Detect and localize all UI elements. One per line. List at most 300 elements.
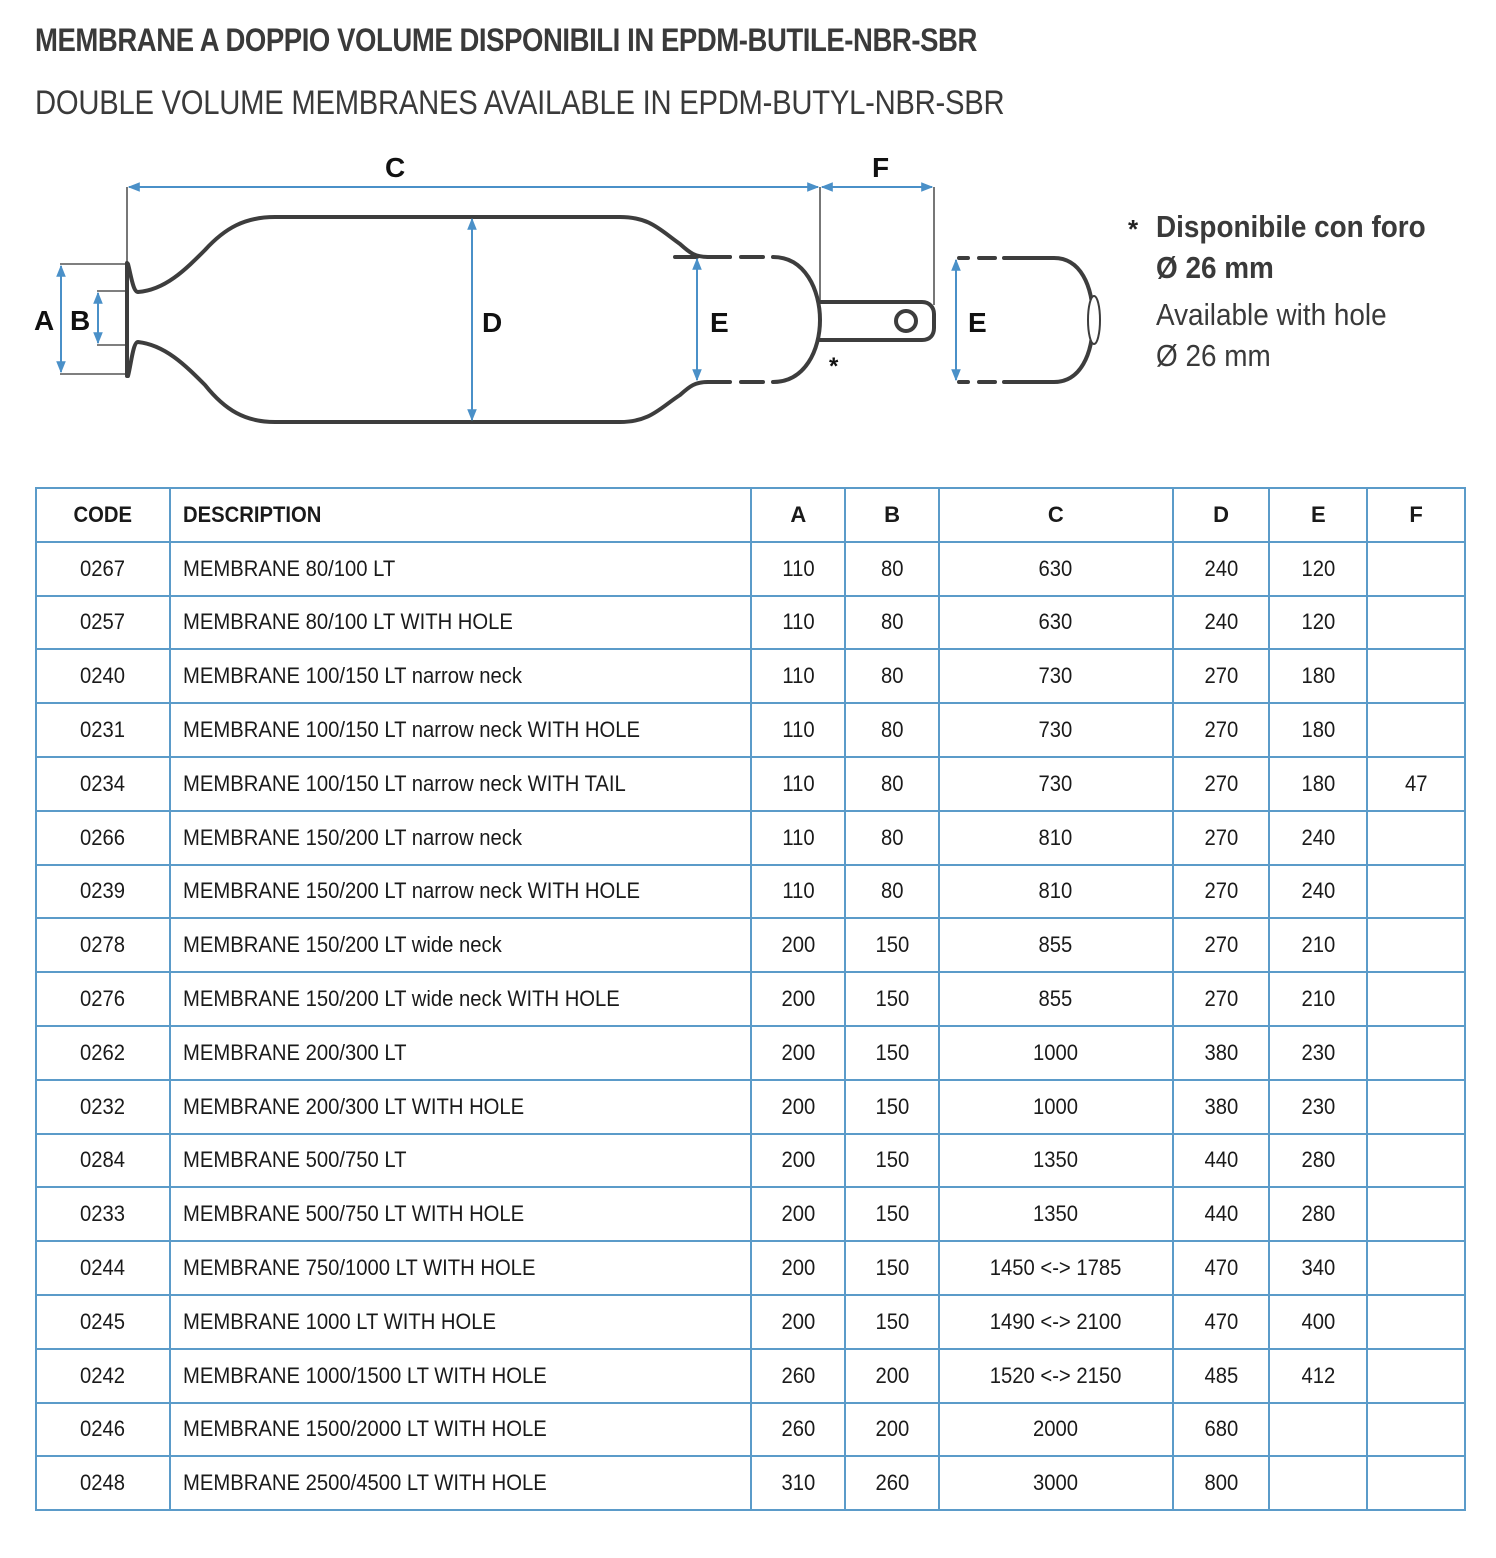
- cell-d-text: 270: [1204, 878, 1238, 904]
- header-code: CODE: [36, 488, 170, 542]
- cell-e: [1269, 542, 1367, 596]
- cell-e: [1269, 1026, 1367, 1080]
- cell-d-text: 440: [1204, 1147, 1238, 1173]
- table-row: [36, 865, 1465, 919]
- cell-d-text: 270: [1204, 824, 1238, 850]
- cell-code: [36, 1403, 170, 1457]
- dim-label-a: A: [34, 305, 55, 336]
- table-row: [36, 1241, 1465, 1295]
- cell-d-text: 380: [1204, 1039, 1238, 1065]
- cell-a-text: 110: [782, 824, 815, 850]
- dim-label-d: D: [482, 307, 503, 338]
- cell-description: [170, 1134, 752, 1188]
- cell-d: [1173, 649, 1270, 703]
- cell-e-text: 120: [1301, 609, 1336, 635]
- cell-description-text: MEMBRANE 100/150 LT narrow neck WITH HOLE: [182, 717, 640, 743]
- note-italian-line2: Ø 26 mm: [1156, 250, 1274, 285]
- cell-code: [36, 1349, 170, 1403]
- cell-e: [1269, 972, 1367, 1026]
- membrane-outline: [127, 217, 1093, 422]
- dim-label-f: F: [872, 152, 890, 183]
- cell-a-text: 200: [781, 986, 816, 1012]
- cell-e-text: 240: [1301, 824, 1336, 850]
- cell-description-text: MEMBRANE 500/750 LT WITH HOLE: [182, 1201, 524, 1227]
- cell-code: [36, 918, 170, 972]
- asterisk-marker: *: [829, 353, 839, 380]
- cell-b: [845, 649, 939, 703]
- table-row: [36, 811, 1465, 865]
- cell-e: [1269, 918, 1367, 972]
- cell-c-text: 855: [1038, 986, 1073, 1012]
- header-e: E: [1269, 488, 1367, 542]
- cell-c-text: 3000: [1033, 1470, 1079, 1496]
- cell-a-text: 110: [782, 555, 815, 581]
- cell-e-text: 280: [1301, 1147, 1336, 1173]
- cell-description-text: MEMBRANE 150/200 LT wide neck: [182, 932, 502, 958]
- cell-description-text: MEMBRANE 750/1000 LT WITH HOLE: [182, 1255, 536, 1281]
- cell-b: [845, 972, 939, 1026]
- cell-e-text: 120: [1301, 555, 1336, 581]
- cell-f: [1367, 1456, 1465, 1510]
- cell-e-text: 340: [1301, 1255, 1336, 1281]
- cell-description: [170, 811, 752, 865]
- cell-f: [1367, 1080, 1465, 1134]
- cell-b: [845, 1241, 939, 1295]
- cell-a-text: 200: [781, 1039, 816, 1065]
- title-italian: MEMBRANE A DOPPIO VOLUME DISPONIBILI IN EPDM-BUTILE-NBR-SBR: [35, 22, 977, 58]
- cell-e: [1269, 703, 1367, 757]
- cell-code: [36, 1080, 170, 1134]
- cell-a: [751, 1349, 845, 1403]
- cell-b-text: 80: [880, 878, 904, 904]
- cell-description: [170, 1349, 752, 1403]
- cell-code-text: 0239: [80, 878, 126, 904]
- cell-d-text: 270: [1204, 770, 1238, 796]
- cell-b-text: 80: [880, 663, 904, 689]
- cell-e-text: 412: [1301, 1362, 1336, 1388]
- cell-e-text: 230: [1301, 1093, 1336, 1119]
- cell-a: [751, 1187, 845, 1241]
- cell-d: [1173, 1403, 1270, 1457]
- cell-a: [751, 542, 845, 596]
- cell-c-text: 810: [1038, 824, 1073, 850]
- membrane-spec-table: [35, 487, 1466, 1511]
- cell-description-text: MEMBRANE 150/200 LT narrow neck WITH HOLE: [182, 878, 640, 904]
- cell-description-text: MEMBRANE 2500/4500 LT WITH HOLE: [182, 1470, 547, 1496]
- cell-d: [1173, 865, 1270, 919]
- cell-b-text: 80: [880, 555, 904, 581]
- cell-a-text: 110: [782, 770, 815, 796]
- cell-d: [1173, 1295, 1270, 1349]
- cell-d: [1173, 1134, 1270, 1188]
- cell-a: [751, 1134, 845, 1188]
- cell-a: [751, 596, 845, 650]
- cell-a: [751, 1241, 845, 1295]
- cell-c: [939, 703, 1173, 757]
- cell-f: [1367, 703, 1465, 757]
- cell-c-text: 1490 <-> 2100: [989, 1308, 1122, 1334]
- cell-code-text: 0248: [80, 1470, 126, 1496]
- note-english-line1: Available with hole: [1156, 297, 1387, 332]
- cell-b: [845, 1187, 939, 1241]
- cell-e: [1269, 1403, 1367, 1457]
- cell-f: [1367, 596, 1465, 650]
- cell-f: [1367, 865, 1465, 919]
- cell-b: [845, 1026, 939, 1080]
- cell-c: [939, 1349, 1173, 1403]
- table-row: [36, 542, 1465, 596]
- cell-a-text: 200: [781, 1255, 816, 1281]
- title-english: DOUBLE VOLUME MEMBRANES AVAILABLE IN EPDM-BUTYL-NBR-SBR: [35, 84, 1005, 122]
- cell-b: [845, 542, 939, 596]
- cell-d: [1173, 1187, 1270, 1241]
- cell-code: [36, 757, 170, 811]
- table-row: [36, 703, 1465, 757]
- cell-description-text: MEMBRANE 100/150 LT narrow neck: [182, 663, 522, 689]
- cell-b: [845, 757, 939, 811]
- cell-e: [1269, 649, 1367, 703]
- cell-e: [1269, 1295, 1367, 1349]
- table-row: [36, 1026, 1465, 1080]
- cell-code-text: 0233: [80, 1201, 126, 1227]
- cell-description: [170, 1026, 752, 1080]
- cell-d: [1173, 811, 1270, 865]
- table-row: [36, 757, 1465, 811]
- table-row: [36, 918, 1465, 972]
- note-english-line2: Ø 26 mm: [1156, 338, 1271, 373]
- asterisk-icon: *: [1128, 214, 1139, 244]
- cell-description: [170, 1456, 752, 1510]
- cell-description-text: MEMBRANE 500/750 LT: [182, 1147, 407, 1173]
- cell-a: [751, 972, 845, 1026]
- cell-e: [1269, 811, 1367, 865]
- hole-icon: [1088, 296, 1100, 344]
- cell-description-text: MEMBRANE 150/200 LT narrow neck: [182, 824, 522, 850]
- cell-b-text: 80: [880, 717, 904, 743]
- cell-a: [751, 1403, 845, 1457]
- cell-b-text: 80: [880, 609, 904, 635]
- cell-e-text: 400: [1301, 1308, 1336, 1334]
- cell-e-text: 240: [1301, 878, 1336, 904]
- cell-c-text: 810: [1038, 878, 1073, 904]
- cell-b-text: 80: [880, 824, 904, 850]
- cell-f: [1367, 1349, 1465, 1403]
- cell-a-text: 200: [781, 1201, 816, 1227]
- cell-c-text: 630: [1038, 609, 1073, 635]
- cell-description-text: MEMBRANE 200/300 LT WITH HOLE: [182, 1093, 524, 1119]
- header-d: D: [1173, 488, 1270, 542]
- cell-code-text: 0278: [80, 932, 126, 958]
- cell-c-text: 730: [1038, 770, 1073, 796]
- table-row: [36, 972, 1465, 1026]
- cell-d: [1173, 1026, 1270, 1080]
- cell-description: [170, 542, 752, 596]
- cell-code-text: 0231: [80, 717, 126, 743]
- cell-description-text: MEMBRANE 1500/2000 LT WITH HOLE: [182, 1416, 547, 1442]
- cell-d-text: 270: [1204, 986, 1238, 1012]
- cell-code-text: 0234: [80, 770, 126, 796]
- cell-code: [36, 1026, 170, 1080]
- cell-c: [939, 918, 1173, 972]
- cell-a: [751, 811, 845, 865]
- cell-a: [751, 865, 845, 919]
- cell-code: [36, 1241, 170, 1295]
- cell-d: [1173, 1080, 1270, 1134]
- cell-d: [1173, 542, 1270, 596]
- cell-e: [1269, 1187, 1367, 1241]
- cell-c-text: 1000: [1033, 1039, 1079, 1065]
- cell-a-text: 110: [782, 717, 815, 743]
- cell-c-text: 630: [1038, 555, 1073, 581]
- dim-label-b: B: [70, 305, 91, 336]
- cell-code: [36, 1187, 170, 1241]
- cell-f: [1367, 1403, 1465, 1457]
- cell-d: [1173, 1241, 1270, 1295]
- cell-b-text: 150: [875, 1039, 909, 1065]
- cell-e-text: 180: [1301, 770, 1336, 796]
- cell-c: [939, 542, 1173, 596]
- cell-description-text: MEMBRANE 80/100 LT: [182, 555, 395, 581]
- cell-f: [1367, 811, 1465, 865]
- cell-b: [845, 1080, 939, 1134]
- cell-d-text: 270: [1204, 663, 1238, 689]
- cell-description: [170, 703, 752, 757]
- cell-description: [170, 865, 752, 919]
- hole-availability-note: [1128, 206, 1488, 376]
- cell-f: [1367, 972, 1465, 1026]
- cell-f-text: 47: [1404, 770, 1428, 796]
- cell-a: [751, 1026, 845, 1080]
- cell-description: [170, 596, 752, 650]
- cell-b: [845, 1349, 939, 1403]
- cell-d: [1173, 1349, 1270, 1403]
- cell-b: [845, 1295, 939, 1349]
- cell-b-text: 150: [875, 1308, 909, 1334]
- cell-c: [939, 649, 1173, 703]
- cell-b: [845, 596, 939, 650]
- cell-b-text: 200: [875, 1362, 909, 1388]
- cell-d-text: 240: [1204, 555, 1238, 581]
- table-row: [36, 1295, 1465, 1349]
- cell-e-text: 210: [1301, 932, 1336, 958]
- cell-f: [1367, 1295, 1465, 1349]
- cell-e: [1269, 1241, 1367, 1295]
- cell-c-text: 1000: [1033, 1093, 1079, 1119]
- cell-d-text: 270: [1204, 717, 1238, 743]
- cell-d: [1173, 972, 1270, 1026]
- cell-description: [170, 1187, 752, 1241]
- cell-c: [939, 1241, 1173, 1295]
- cell-c: [939, 972, 1173, 1026]
- membrane-diagram: [0, 140, 1110, 440]
- table-row: [36, 1349, 1465, 1403]
- cell-code: [36, 596, 170, 650]
- cell-code-text: 0244: [80, 1255, 126, 1281]
- cell-c: [939, 1187, 1173, 1241]
- header-a: A: [751, 488, 845, 542]
- cell-f: [1367, 918, 1465, 972]
- cell-b: [845, 1403, 939, 1457]
- cell-description: [170, 918, 752, 972]
- table-row: [36, 1187, 1465, 1241]
- cell-description-text: MEMBRANE 1000/1500 LT WITH HOLE: [182, 1362, 547, 1388]
- cell-description-text: MEMBRANE 1000 LT WITH HOLE: [182, 1308, 496, 1334]
- cell-c: [939, 1295, 1173, 1349]
- cell-a-text: 110: [782, 878, 815, 904]
- cell-code-text: 0246: [80, 1416, 126, 1442]
- cell-d: [1173, 596, 1270, 650]
- cell-b-text: 150: [875, 1201, 909, 1227]
- cell-f: [1367, 1187, 1465, 1241]
- table-row: [36, 1456, 1465, 1510]
- table-row: [36, 596, 1465, 650]
- cell-a: [751, 1295, 845, 1349]
- table-body: [36, 542, 1465, 1510]
- cell-b: [845, 1134, 939, 1188]
- cell-b-text: 200: [875, 1416, 909, 1442]
- cell-e-text: 180: [1301, 663, 1336, 689]
- cell-e: [1269, 865, 1367, 919]
- cell-description: [170, 1080, 752, 1134]
- cell-c-text: 730: [1038, 717, 1073, 743]
- cell-b-text: 150: [875, 1147, 909, 1173]
- header-b: B: [845, 488, 939, 542]
- table-header-row: [36, 488, 1465, 542]
- cell-d-text: 270: [1204, 932, 1238, 958]
- cell-b-text: 150: [875, 1093, 909, 1119]
- cell-code-text: 0284: [80, 1147, 126, 1173]
- cell-a-text: 260: [781, 1416, 816, 1442]
- cell-a: [751, 649, 845, 703]
- cell-e: [1269, 596, 1367, 650]
- cell-e-text: 280: [1301, 1201, 1336, 1227]
- cell-d: [1173, 703, 1270, 757]
- cell-code-text: 0232: [80, 1093, 126, 1119]
- cell-c: [939, 1456, 1173, 1510]
- cell-d-text: 485: [1204, 1362, 1238, 1388]
- cell-e: [1269, 1080, 1367, 1134]
- cell-b: [845, 703, 939, 757]
- cell-code: [36, 865, 170, 919]
- cell-c: [939, 1026, 1173, 1080]
- cell-b: [845, 811, 939, 865]
- table-row: [36, 1080, 1465, 1134]
- cell-code-text: 0267: [80, 555, 126, 581]
- cell-a-text: 310: [781, 1470, 816, 1496]
- cell-c: [939, 1080, 1173, 1134]
- cell-code: [36, 1295, 170, 1349]
- cell-description-text: MEMBRANE 200/300 LT: [182, 1039, 407, 1065]
- cell-b-text: 150: [875, 932, 909, 958]
- cell-b: [845, 1456, 939, 1510]
- cell-c-text: 1350: [1033, 1147, 1079, 1173]
- cell-a-text: 200: [781, 932, 816, 958]
- cell-code-text: 0266: [80, 824, 126, 850]
- cell-d-text: 440: [1204, 1201, 1238, 1227]
- cell-c-text: 1350: [1033, 1201, 1079, 1227]
- cell-d-text: 470: [1204, 1308, 1238, 1334]
- cell-code-text: 0245: [80, 1308, 126, 1334]
- cell-e-text: 210: [1301, 986, 1336, 1012]
- cell-a-text: 260: [781, 1362, 816, 1388]
- cell-a-text: 200: [781, 1093, 816, 1119]
- dim-label-e: E: [710, 307, 729, 338]
- cell-a-text: 200: [781, 1147, 816, 1173]
- table-row: [36, 1134, 1465, 1188]
- cell-a: [751, 1080, 845, 1134]
- cell-a: [751, 1456, 845, 1510]
- cell-c: [939, 865, 1173, 919]
- cell-description: [170, 1295, 752, 1349]
- cell-code-text: 0242: [80, 1362, 126, 1388]
- cell-d: [1173, 1456, 1270, 1510]
- cell-f: [1367, 649, 1465, 703]
- table-row: [36, 1403, 1465, 1457]
- cell-code: [36, 972, 170, 1026]
- cell-description: [170, 1403, 752, 1457]
- cell-code-text: 0262: [80, 1039, 126, 1065]
- cell-c-text: 855: [1038, 932, 1073, 958]
- cell-description-text: MEMBRANE 150/200 LT wide neck WITH HOLE: [182, 986, 620, 1012]
- header-description: DESCRIPTION: [170, 488, 752, 542]
- header-f: F: [1367, 488, 1465, 542]
- cell-description-text: MEMBRANE 80/100 LT WITH HOLE: [182, 609, 513, 635]
- cell-d: [1173, 757, 1270, 811]
- cell-a-text: 200: [781, 1308, 816, 1334]
- cell-b: [845, 918, 939, 972]
- cell-c: [939, 1403, 1173, 1457]
- cell-description-text: MEMBRANE 100/150 LT narrow neck WITH TAIL: [182, 770, 626, 796]
- cell-f: [1367, 757, 1465, 811]
- cell-description: [170, 757, 752, 811]
- cell-description: [170, 1241, 752, 1295]
- cell-c-text: 1520 <-> 2150: [989, 1362, 1122, 1388]
- cell-description: [170, 649, 752, 703]
- cell-d-text: 380: [1204, 1093, 1238, 1119]
- cell-code: [36, 649, 170, 703]
- cell-code-text: 0276: [80, 986, 126, 1012]
- cell-a-text: 110: [782, 609, 815, 635]
- cell-d: [1173, 918, 1270, 972]
- cell-f: [1367, 1134, 1465, 1188]
- dim-label-e-alt: E: [968, 307, 987, 338]
- cell-c-text: 1450 <-> 1785: [989, 1255, 1122, 1281]
- cell-a: [751, 757, 845, 811]
- cell-e: [1269, 757, 1367, 811]
- cell-a: [751, 703, 845, 757]
- cell-f: [1367, 1241, 1465, 1295]
- cell-c: [939, 811, 1173, 865]
- cell-b-text: 150: [875, 986, 909, 1012]
- cell-code: [36, 1134, 170, 1188]
- cell-c: [939, 757, 1173, 811]
- cell-d-text: 240: [1204, 609, 1238, 635]
- cell-a-text: 110: [782, 663, 815, 689]
- cell-c: [939, 596, 1173, 650]
- cell-c-text: 730: [1038, 663, 1073, 689]
- cell-e: [1269, 1349, 1367, 1403]
- cell-d-text: 800: [1204, 1470, 1238, 1496]
- cell-b-text: 260: [875, 1470, 909, 1496]
- cell-d-text: 470: [1204, 1255, 1238, 1281]
- dim-label-c: C: [385, 152, 406, 183]
- cell-f: [1367, 1026, 1465, 1080]
- cell-a: [751, 918, 845, 972]
- header-c: C: [939, 488, 1173, 542]
- cell-e-text: 180: [1301, 717, 1336, 743]
- cell-d-text: 680: [1204, 1416, 1238, 1442]
- cell-c: [939, 1134, 1173, 1188]
